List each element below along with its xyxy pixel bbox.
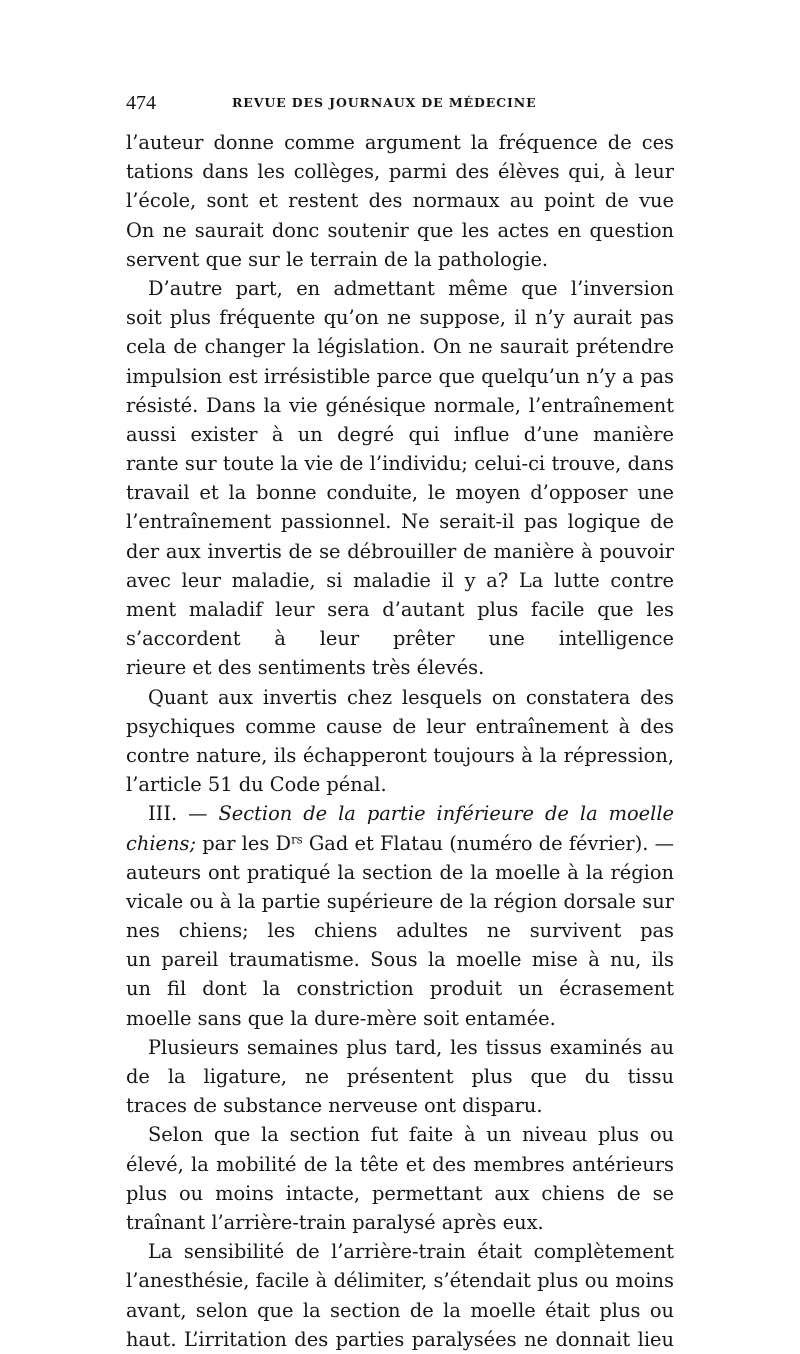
text-line: résisté. Dans la vie génésique normale, l’entraînement <box>126 393 674 417</box>
text-line: soit plus fréquente qu’on ne suppose, il n’y aurait pas <box>126 306 674 330</box>
running-head <box>126 90 674 116</box>
text-line: travail et la bonne conduite, le moyen d’opposer une <box>126 481 674 505</box>
text-line: ment maladif leur sera d’autant plus facile que les <box>126 598 674 621</box>
text-line: s’accordent à leur prêter une intelligence <box>126 627 674 651</box>
text-line: tations dans les collèges, parmi des élèves qui, à leur <box>126 160 674 184</box>
text-line: servent que sur le terrain de la pathologie. <box>126 247 549 271</box>
text-line: vicale ou à la partie supérieure de la région dorsale sur <box>126 889 674 913</box>
authors-prefix: par les D <box>202 831 292 855</box>
text-line: l’article 51 du Code pénal. <box>126 773 387 797</box>
text-line: un fil dont la constriction produit un écrasement <box>126 977 674 1001</box>
text-line: de la ligature, ne présentent plus que du tissu <box>126 1065 674 1088</box>
text-line: On ne saurait donc soutenir que les actes en question <box>126 218 674 242</box>
authors-text: Gad et Flatau (numéro de février). — <box>308 831 674 855</box>
text-line: plus ou moins intacte, permettant aux chiens de se <box>126 1181 674 1205</box>
text-line: cela de changer la législation. On ne saurait prétendre <box>126 335 674 359</box>
journal-title: REVUE DES JOURNAUX DE MÉDECINE <box>232 95 537 110</box>
text-line: un pareil traumatisme. Sous la moelle mise à nu, ils <box>126 948 674 972</box>
text-line: élevé, la mobilité de la tête et des membres antérieurs <box>126 1152 674 1176</box>
text-line: traînant l’arrière-train paralysé après eux. <box>126 1210 544 1234</box>
text-line: auteurs ont pratiqué la section de la moelle à la région <box>126 860 674 884</box>
text-line: l’anesthésie, facile à délimiter, s’étendait plus ou moins <box>126 1269 674 1293</box>
text-line: Selon que la section fut faite à un niveau plus ou <box>148 1123 674 1147</box>
text-line: rieure et des sentiments très élevés. <box>126 656 485 680</box>
text-line: Quant aux invertis chez lesquels on constatera des <box>148 685 674 709</box>
section-title-end: chiens; <box>126 831 196 855</box>
section-numeral: III. — <box>148 802 208 826</box>
text-line: der aux invertis de se débrouiller de manière à pouvoir <box>126 539 674 563</box>
text-line: psychiques comme cause de leur entraînement à des <box>126 714 674 738</box>
text-line: aussi exister à un degré qui influe d’une manière <box>126 422 674 446</box>
authors-superscript: rs <box>291 832 303 847</box>
text-line: l’entraînement passionnel. Ne serait-il pas logique de <box>126 510 674 534</box>
text-line: nes chiens; les chiens adultes ne survivent pas <box>126 919 674 943</box>
text-line: l’école, sont et restent des normaux au point de vue <box>126 189 674 213</box>
page-number: 474 <box>126 92 156 114</box>
section-heading-line <box>126 799 674 828</box>
text-line: l’auteur donne comme argument la fréquence de ces <box>126 131 674 154</box>
text-line: La sensibilité de l’arrière-train était complètement <box>148 1240 674 1264</box>
section-heading-line <box>126 829 674 858</box>
text-line: D’autre part, en admettant même que l’inversion <box>148 276 674 300</box>
text-line: impulsion est irrésistible parce que quelqu’un n’y a pas <box>126 364 674 388</box>
text-line: Plusieurs semaines plus tard, les tissus examinés au <box>148 1035 674 1059</box>
text-line: contre nature, ils échapperont toujours à la répression, <box>126 743 674 767</box>
text-line: avant, selon que la section de la moelle était plus ou <box>126 1298 674 1322</box>
section-title: Section de la partie inférieure de la moelle <box>218 802 674 826</box>
text-line: moelle sans que la dure-mère soit entamée. <box>126 1006 556 1030</box>
text-line: haut. L’irritation des parties paralysées ne donnait lieu <box>126 1327 674 1351</box>
body-text <box>126 128 674 1354</box>
text-line: avec leur maladie, si maladie il y a? La lutte contre <box>126 568 674 592</box>
text-line: rante sur toute la vie de l’individu; celui-ci trouve, dans <box>126 452 674 476</box>
text-line: traces de substance nerveuse ont disparu. <box>126 1094 543 1118</box>
